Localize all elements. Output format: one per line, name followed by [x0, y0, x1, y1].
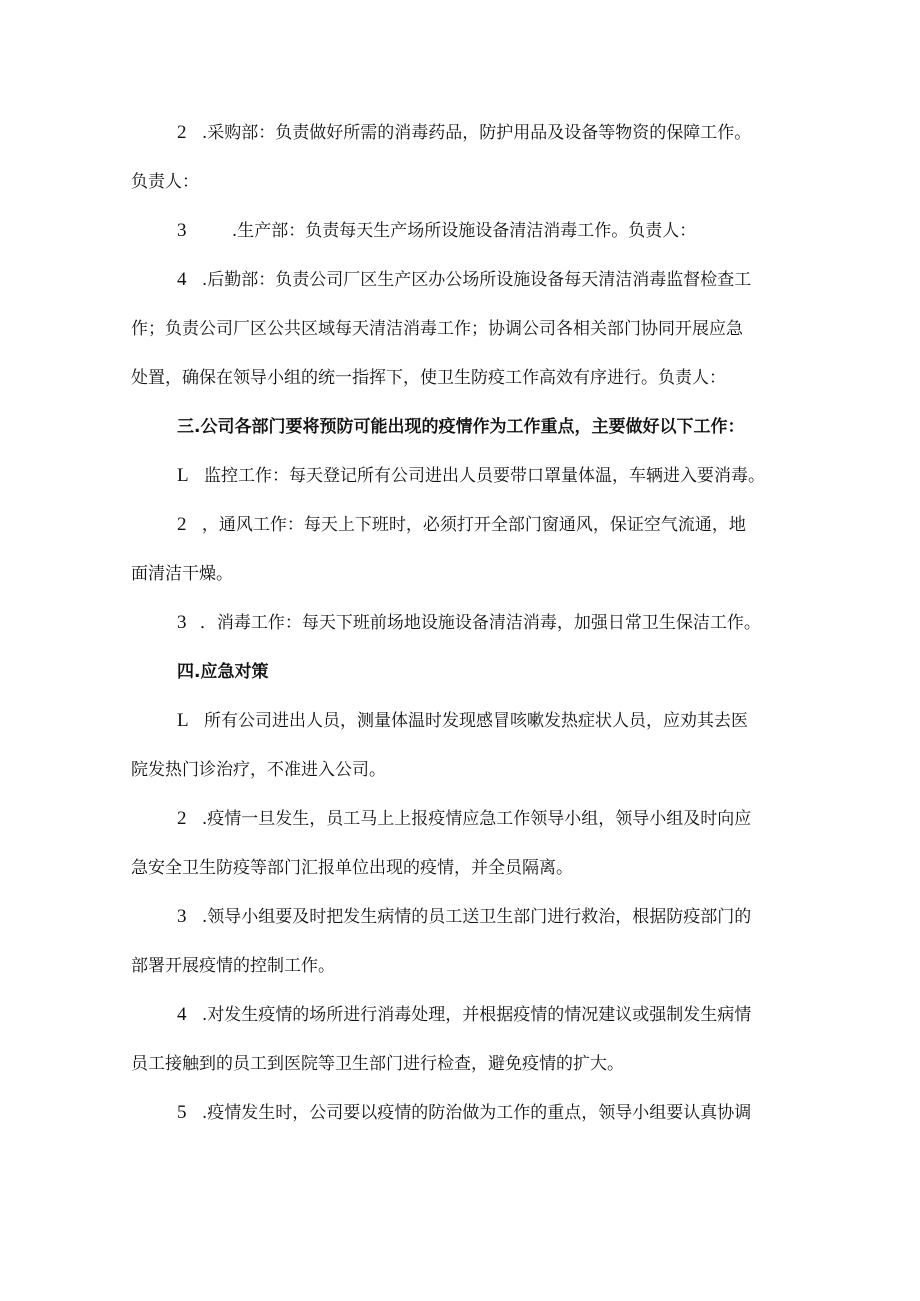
- paragraph-text: .疫情一旦发生，员工马上上报疫情应急工作领导小组，领导小组及时向应: [201, 809, 752, 829]
- paragraph-text: .后勤部：负责公司厂区生产区办公场所设施设备每天清洁消毒监督检查工: [201, 270, 752, 290]
- paragraph-line: [177, 268, 751, 292]
- paragraph-continuation: 部署开展疫情的控制工作。: [131, 956, 335, 976]
- list-number: 2: [177, 808, 187, 829]
- paragraph-line: [177, 513, 746, 537]
- list-number: 3: [177, 906, 187, 927]
- list-number: 3: [177, 220, 187, 241]
- paragraph-line: [177, 807, 751, 831]
- paragraph-text: .生产部：负责每天生产场所设施设备清洁消毒工作。负责人：: [231, 221, 697, 241]
- paragraph-continuation: 急安全卫生防疫等部门汇报单位出现的疫情，并全员隔离。: [131, 858, 573, 878]
- paragraph-text: ．消毒工作：每天下班前场地设施设备清洁消毒，加强日常卫生保洁工作。: [199, 613, 761, 633]
- list-number: 5: [177, 1102, 187, 1123]
- paragraph-continuation: 负责人：: [131, 172, 199, 192]
- paragraph-line: [177, 1101, 751, 1125]
- paragraph-line: [177, 1003, 751, 1027]
- paragraph-text: .对发生疫情的场所进行消毒处理，并根据疫情的情况建议或强制发生病情: [201, 1005, 752, 1025]
- paragraph-line: [177, 121, 751, 145]
- paragraph-line: [177, 611, 761, 635]
- paragraph-continuation: 处置，确保在领导小组的统一指挥下，使卫生防疫工作高效有序进行。负责人：: [131, 368, 726, 388]
- section-heading: 四.应急对策: [177, 662, 269, 682]
- list-number: 3: [177, 612, 187, 633]
- paragraph-continuation: 作；负责公司厂区公共区域每天清洁消毒工作；协调公司各相关部门协同开展应急: [131, 319, 743, 339]
- paragraph-line: [177, 905, 751, 929]
- list-number: 2: [177, 122, 187, 143]
- list-number: 2: [177, 514, 187, 535]
- paragraph-text: 监控工作：每天登记所有公司进出人员要带口罩量体温，车辆进入要消毒。: [204, 466, 766, 486]
- paragraph-text: ，通风工作：每天上下班时，必须打开全部门窗通风，保证空气流通，地: [201, 515, 746, 535]
- paragraph-text: 所有公司进出人员，测量体温时发现感冒咳嗽发热症状人员，应劝其去医: [204, 711, 749, 731]
- paragraph-continuation: 面清洁干燥。: [131, 564, 233, 584]
- list-number: L: [177, 710, 189, 731]
- paragraph-line: [177, 219, 696, 243]
- list-number: 4: [177, 1004, 187, 1025]
- list-number: 4: [177, 269, 187, 290]
- paragraph-line: [177, 709, 748, 733]
- paragraph-line: [177, 464, 765, 488]
- paragraph-text: .采购部：负责做好所需的消毒药品，防护用品及设备等物资的保障工作。: [201, 123, 752, 143]
- paragraph-text: .疫情发生时，公司要以疫情的防治做为工作的重点，领导小组要认真协调: [201, 1103, 752, 1123]
- paragraph-continuation: 院发热门诊治疗，不准进入公司。: [131, 760, 386, 780]
- paragraph-continuation: 员工接触到的员工到医院等卫生部门进行检查，避免疫情的扩大。: [131, 1054, 624, 1074]
- section-heading: 三.公司各部门要将预防可能出现的疫情作为工作重点，主要做好以下工作：: [177, 417, 745, 437]
- list-number: L: [177, 465, 189, 486]
- paragraph-text: .领导小组要及时把发生病情的员工送卫生部门进行救治，根据防疫部门的: [201, 907, 752, 927]
